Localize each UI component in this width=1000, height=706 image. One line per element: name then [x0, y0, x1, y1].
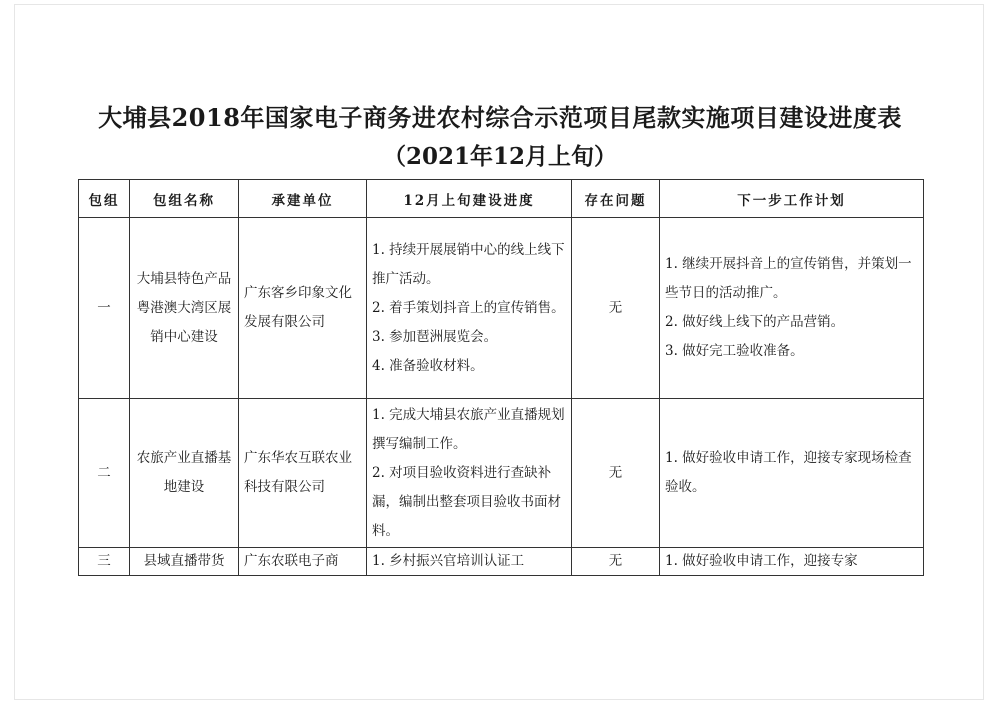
header-group-name: 包组名称	[130, 180, 239, 218]
group-name-cell: 县域直播带货	[130, 548, 239, 576]
table-row	[79, 399, 924, 548]
progress-item: 3. 参加琶洲展览会。	[372, 328, 498, 345]
plan-cell	[660, 218, 924, 399]
table-row	[79, 218, 924, 399]
group-cell: 一	[79, 218, 130, 399]
issue-cell: 无	[572, 548, 660, 576]
plan-item: 3. 做好完工验收准备。	[665, 343, 804, 359]
progress-item: 2. 着手策划抖音上的宣传销售。	[372, 299, 565, 316]
contractor-cell: 广东农联电子商	[239, 548, 367, 576]
progress-item: 4. 准备验收材料。	[372, 357, 484, 374]
plan-item: 1. 做好验收申请工作，迎接专家现场检查验收。	[665, 450, 912, 495]
contractor-cell: 广东客乡印象文化发展有限公司	[239, 218, 367, 399]
group-cell: 三	[79, 548, 130, 576]
header-issues: 存在问题	[572, 180, 660, 218]
group-name-cell: 农旅产业直播基地建设	[130, 399, 239, 548]
issue-cell: 无	[572, 218, 660, 399]
progress-cell	[367, 399, 572, 548]
progress-cell	[367, 218, 572, 399]
progress-item: 2. 对项目验收资料进行查缺补漏，编制出整套项目验收书面材料。	[372, 464, 561, 539]
plan-item: 1. 继续开展抖音上的宣传销售，并策划一些节日的活动推广。	[665, 256, 912, 301]
contractor-cell: 广东华农互联农业科技有限公司	[239, 399, 367, 548]
progress-item: 1. 完成大埔县农旅产业直播规划撰写编制工作。	[372, 406, 565, 452]
header-next-plan: 下一步工作计划	[660, 180, 924, 218]
issue-cell: 无	[572, 399, 660, 548]
plan-cell: 1. 做好验收申请工作，迎接专家	[660, 548, 924, 576]
progress-item: 1. 持续开展展销中心的线上线下推广活动。	[372, 241, 565, 287]
header-progress: 12月上旬建设进度	[367, 180, 572, 218]
progress-table	[78, 179, 924, 576]
header-group: 包组	[79, 180, 130, 218]
table-header-row	[79, 180, 924, 218]
group-cell: 二	[79, 399, 130, 548]
plan-cell	[660, 399, 924, 548]
header-contractor: 承建单位	[239, 180, 367, 218]
table-row	[79, 548, 924, 576]
group-name-cell: 大埔县特色产品粤港澳大湾区展销中心建设	[130, 218, 239, 399]
page-subtitle: （2021年12月上旬）	[382, 143, 618, 170]
plan-item: 2. 做好线上线下的产品营销。	[665, 314, 845, 330]
progress-cell: 1. 乡村振兴官培训认证工	[367, 548, 572, 576]
page-title: 大埔县2018年国家电子商务进农村综合示范项目尾款实施项目建设进度表	[98, 103, 902, 132]
